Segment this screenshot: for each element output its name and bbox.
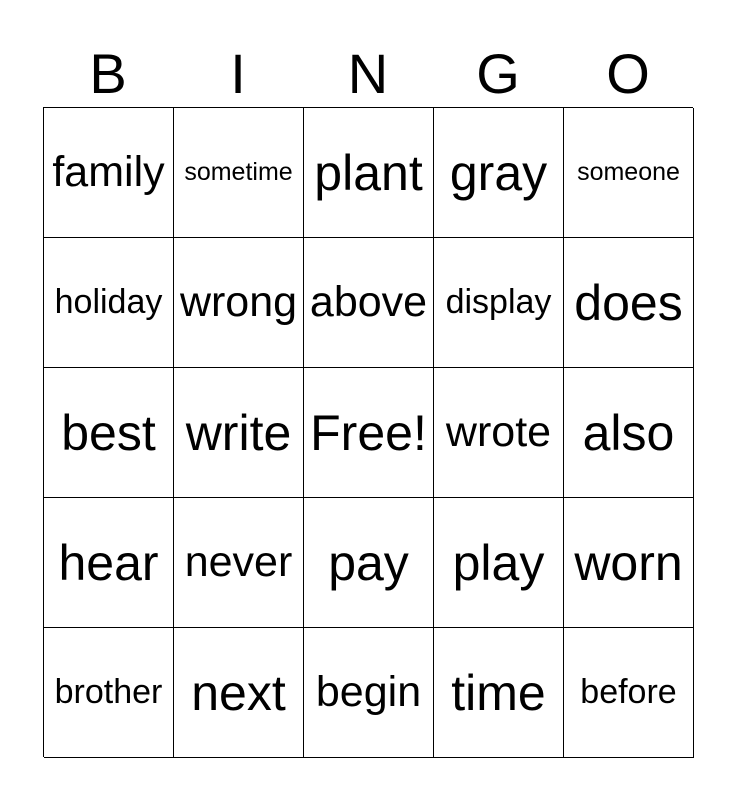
header-letter-i: I (230, 42, 246, 105)
bingo-cell[interactable]: plant (304, 108, 434, 238)
bingo-cell[interactable]: gray (434, 108, 564, 238)
header-letter-n: N (347, 42, 389, 105)
bingo-cell[interactable]: wrong (174, 238, 304, 368)
bingo-cell[interactable]: display (434, 238, 564, 368)
bingo-cell[interactable]: holiday (44, 238, 174, 368)
bingo-cell[interactable]: family (44, 108, 174, 238)
bingo-cell[interactable]: also (564, 368, 694, 498)
bingo-cell[interactable]: someone (564, 108, 694, 238)
bingo-cell[interactable]: above (304, 238, 434, 368)
bingo-cell[interactable]: never (174, 498, 304, 628)
bingo-cell[interactable]: play (434, 498, 564, 628)
bingo-cell[interactable]: begin (304, 628, 434, 758)
bingo-header (43, 40, 693, 108)
header-letter-g: G (476, 42, 520, 105)
bingo-cell[interactable]: brother (44, 628, 174, 758)
bingo-cell[interactable]: time (434, 628, 564, 758)
bingo-cell[interactable]: best (44, 368, 174, 498)
bingo-cell[interactable]: before (564, 628, 694, 758)
header-letter-o: O (606, 42, 650, 105)
free-space-cell[interactable]: Free! (304, 368, 434, 498)
bingo-cell[interactable]: next (174, 628, 304, 758)
bingo-board (43, 107, 693, 757)
bingo-cell[interactable]: does (564, 238, 694, 368)
bingo-cell[interactable]: hear (44, 498, 174, 628)
bingo-cell[interactable]: worn (564, 498, 694, 628)
bingo-cell[interactable]: sometime (174, 108, 304, 238)
bingo-cell[interactable]: write (174, 368, 304, 498)
header-letter-b: B (89, 42, 127, 105)
bingo-cell[interactable]: pay (304, 498, 434, 628)
bingo-cell[interactable]: wrote (434, 368, 564, 498)
